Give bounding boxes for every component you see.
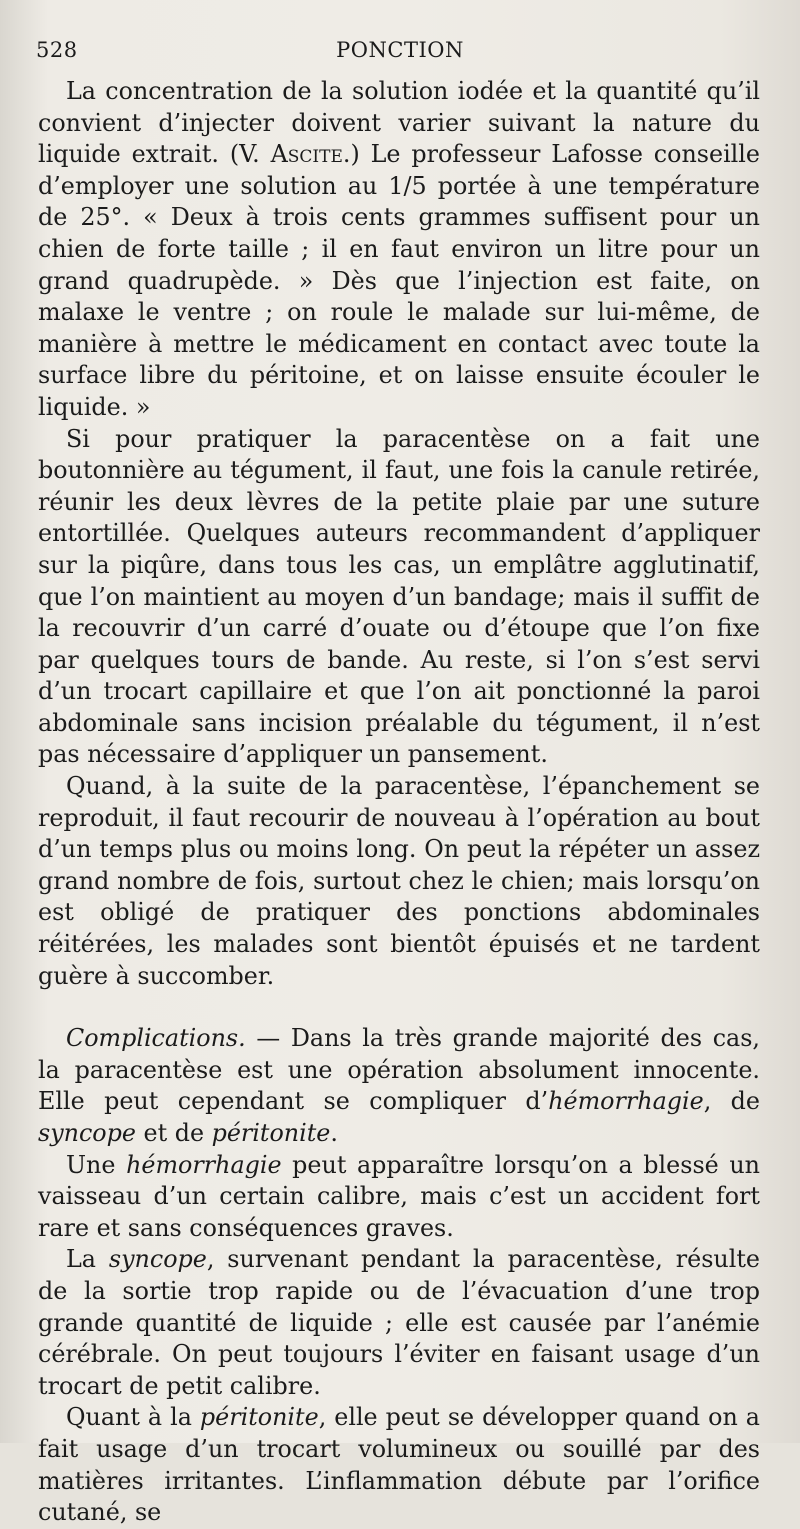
text-run: . [330, 1119, 338, 1147]
paragraph [38, 1402, 760, 1528]
text-run: — Dans la très grande majorité des cas, la paracentèse est une opération absolument innocente. Elle peut cependant se compliquer d’ [38, 1024, 760, 1116]
text-run: , de [703, 1087, 760, 1116]
text-run: Une [66, 1150, 127, 1179]
italic-text: péritonite [211, 1119, 331, 1147]
italic-text: Complications. [66, 1024, 246, 1053]
text-run: La concentration de la solution iodée et la quantité qu’il convient d’injecter doivent varier suivant la nature du liquide extrait. (V. [38, 77, 760, 169]
italic-text: syncope [108, 1245, 207, 1274]
paragraph [38, 771, 760, 992]
running-title: PONCTION [336, 38, 464, 62]
text-run: La [66, 1245, 109, 1274]
text-run: .) Le professeur Lafosse conseille d’employer une solution au 1/5 portée à une température de 25°. « Deux à trois cents grammes suffisent pour un chien de forte taille ; il en faut environ un litre pour un grand quadrupède. » Dès que l’injection est faite, on malaxe le ventre ; on roule le malade sur lui-même, de manière à mettre le médicament en contact avec toute la surface libre du péritoine, et on laisse ensuite écouler le liquide. » [38, 140, 760, 421]
paragraph [38, 424, 760, 772]
text-run: , elle peut se développer quand on a fait usage d’un trocart volumineux ou souillé par des matières irritantes. L’inflammation débute par l’orifice cutané, se [38, 1403, 760, 1527]
small-caps-text: Ascite [270, 140, 343, 169]
paragraph [38, 76, 760, 424]
page-number: 528 [36, 38, 78, 62]
text-run: Quant à la [66, 1403, 200, 1432]
text-run: Quand, à la suite de la paracentèse, l’épanchement se reproduit, il faut recourir de nouveau à l’opération au bout d’un temps plus ou moins long. On peut la répéter un assez grand nombre de fois, surtout chez le chien; mais lorsqu’on est obligé de pratiquer des ponctions abdominales réitérées, les malades sont bientôt épuisés et ne tardent guère à succomber. [38, 772, 760, 990]
italic-text: péritonite [199, 1403, 319, 1432]
running-head [36, 38, 764, 68]
text-run: et de [135, 1119, 212, 1147]
italic-text: syncope [38, 1119, 136, 1147]
text-run: , survenant pendant la paracentèse, résulte de la sortie trop rapide ou de l’évacuation d’une trop grande quantité de liquide ; elle est causée par l’anémie cérébrale. On peut toujours l’éviter en faisant usage d’un trocart de petit calibre. [38, 1245, 760, 1400]
text-run: peut apparaître lorsqu’on a blessé un vaisseau d’un certain calibre, mais c’est un accident fort rare et sans conséquences graves. [38, 1150, 760, 1242]
body-text [38, 76, 760, 1529]
paragraph [38, 1023, 760, 1149]
italic-text: hémorrhagie [126, 1150, 282, 1179]
paragraph [38, 1244, 760, 1402]
paragraph [38, 1150, 760, 1245]
italic-text: hémorrhagie [548, 1087, 704, 1116]
text-run: Si pour pratiquer la paracentèse on a fait une boutonnière au tégument, il faut, une fois la canule retirée, réunir les deux lèvres de la petite plaie par une suture entortillée. Quelques auteurs recommandent d’appliquer sur la piqûre, dans tous les cas, un emplâtre agglutinatif, que l’on maintient au moyen d’un bandage; mais il suffit de la recouvrir d’un carré d’ouate ou d’étoupe que l’on fixe par quelques tours de bande. Au reste, si l’on s’est servi d’un trocart capillaire et que l’on ait ponctionné la paroi abdominale sans incision préalable du tégument, il n’est pas nécessaire d’appliquer un pansement. [38, 424, 760, 769]
